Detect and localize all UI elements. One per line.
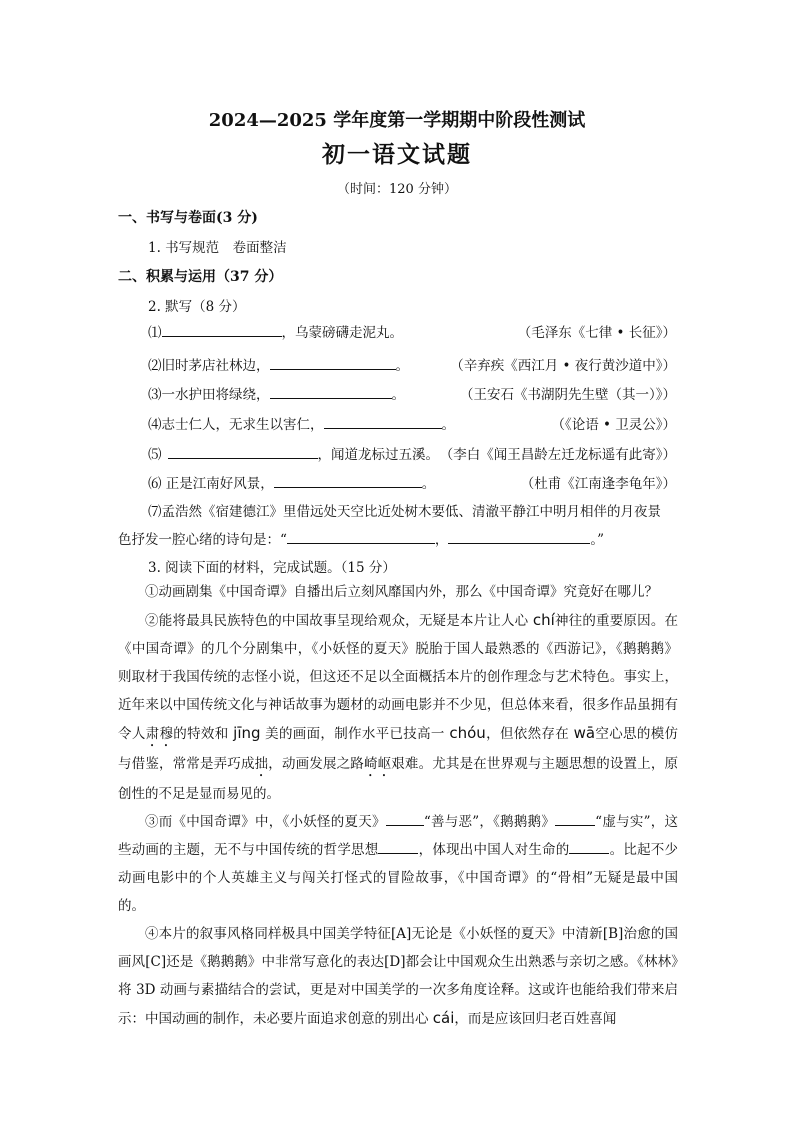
q3-title: 3. 阅读下面的材料，完成试题。（15 分） [148,560,396,576]
answer-blank[interactable] [270,355,396,370]
line-suffix: ，乌蒙磅礴走泥丸。 [281,325,403,341]
pinyin-wa: wā [573,724,596,742]
exam-title: 2024—2025 学年度第一学期期中阶段性测试 [208,110,586,131]
line-source: （《论语 • 卫灵公》） [551,417,676,433]
line-prefix: ⑷志士仁人，无求生以害仁， [148,417,324,433]
line-source: （王安石《书湖阴先生壁（其一）》） [460,387,676,403]
section1-heading: 一、书写与卷面(3 分) [118,210,258,226]
exam-time: （时间：120 分钟） [337,182,457,197]
passage-paragraph-4: ④本片的叙事风格同样极具中国美学特征[A]无论是《小妖怪的夏天》中清新[B]治愈的国画风[C]还是《鹅鹅鹅》中非常写意化的表达[D]都会让中国观众生出熟悉与亲切之感。《林林》将 3D 动画与素描结合的尝试，更是对中国美学的一次多角度诠释。这或许也能给我们带来启示：中国动画的制作，未必要片面追求创意的别出心 cái，而是应该回归老百姓喜闻 [118,926,678,1027]
line-source: （辛弃疾《西江月 • 夜行黄沙道中》） [450,358,676,374]
q7-prefix: 色抒发一腔心绪的诗句是：“ [118,532,287,548]
line-prefix: ⑸ [148,447,162,463]
dotted-word: 肃穆 [145,726,174,742]
q7-suffix: 。” [590,532,605,548]
dotted-word: 崎岖 [363,756,392,772]
line-prefix: ⑹ 正是江南好风景， [148,476,274,492]
line-source: （毛泽东《七律 • 长征》） [517,325,676,341]
q7-comma: ， [434,532,449,548]
line-prefix: ⑵旧时茅店社林边， [148,358,270,374]
answer-blank[interactable] [448,529,590,544]
dictation-line [148,472,435,492]
line-suffix: ，闻道龙标过五溪。 [317,447,439,463]
passage-paragraph-2: ②能将最具民族特色的中国故事呈现给观众，无疑是本片让人心 chí神往的重要原因。在《中国奇谭》的几个分剧集中，《小妖怪的夏天》脱胎于国人最熟悉的《西游记》，《鹅鹅鹅》则取材于我国传统的志怪小说，但这还不足以全面概括本片的创作理念与艺术特色。事实上，近年来以中国传统文化与神话故事为题材的动画电影并不少见，但总体来看，很多作品虽拥有令人肃穆的特效和 jīng 美的画面，制作水平已技高一 chóu，但依然存在 wā空心思的模仿与借鉴，常常是弄巧成拙，动画发展之路崎岖艰难。尤其是在世界观与主题思想的设置上，原创性的不足是显而易见的。 [118,611,679,802]
exam-subtitle: 初一语文试题 [322,141,472,168]
reading-passage [118,578,678,1033]
dictation-line [148,321,403,341]
dictation-line [148,383,405,403]
fill-blank[interactable] [386,813,424,826]
line-suffix: 。 [391,387,405,403]
dictation-line [148,443,439,463]
dotted-word: 拙 [254,756,269,772]
fill-blank[interactable] [555,813,595,826]
line-prefix: ⑴ [148,325,162,341]
pinyin-chou: chóu [449,724,486,742]
passage-paragraph-3: ③而《中国奇谭》中，《小妖怪的夏天》 “善与恶”，《鹅鹅鹅》 “虚与实”，这些动画的主题，无不与中国传统的哲学思想 ，体现出中国人对生命的 。比起不少动画电影中的个人英雄主义与闯关打怪式的冒险故事，《中国奇谭》的“骨相”无疑是最中国的。 [118,814,679,914]
q2-title: 2. 默写（8 分） [148,299,246,315]
pinyin-cai: cái [432,1009,455,1027]
section1-item: 1. 书写规范 卷面整洁 [148,240,287,256]
line-source: （李白《闻王昌龄左迁龙标遥有此寄》） [439,447,676,463]
q7-line2 [118,528,604,548]
pinyin-chi: chí [532,611,555,629]
fill-blank[interactable] [378,841,418,854]
fill-blank[interactable] [569,841,609,854]
section2-heading: 二、积累与运用（37 分） [118,269,283,285]
q7-line1: ⑺孟浩然《宿建德江》里借远处天空比近处树木要低、清澈平静江中明月相伴的月夜景 [148,504,661,520]
answer-blank[interactable] [274,473,422,488]
dictation-line [148,354,409,374]
pinyin-jing: jīng [233,724,261,742]
answer-blank[interactable] [324,414,442,429]
answer-blank[interactable] [168,444,318,459]
line-suffix: 。 [441,417,455,433]
answer-blank[interactable] [162,322,282,337]
line-suffix: 。 [421,476,436,492]
line-suffix: 。 [395,358,409,374]
answer-blank[interactable] [287,529,435,544]
line-source: （杜甫《江南逢李龟年》） [520,476,676,492]
line-prefix: ⑶一水护田将绿绕， [148,387,270,403]
passage-paragraph-1: ①动画剧集《中国奇谭》自播出后立刻风靡国内外，那么《中国奇谭》究竟好在哪儿？ [145,584,658,600]
dictation-line [148,413,455,433]
answer-blank[interactable] [270,384,392,399]
